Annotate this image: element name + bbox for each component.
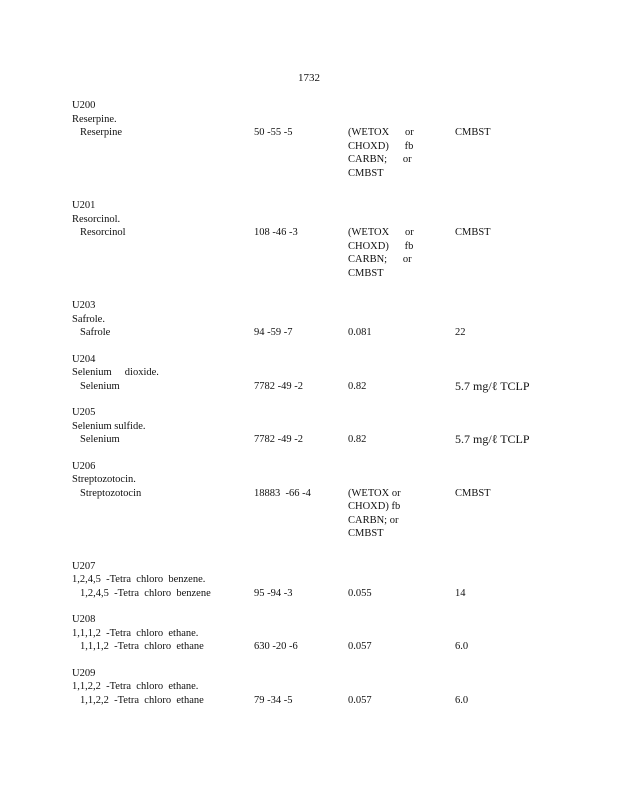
constituent-name: 1,1,1,2 -Tetra chloro ethane	[80, 641, 204, 652]
waste-code: U205	[72, 407, 96, 418]
waste-entry-u207	[72, 560, 572, 601]
waste-title: 1,1,2,2 -Tetra chloro ethane.	[72, 681, 199, 692]
nonwastewater-standard: CMBST	[455, 227, 491, 238]
cas-number: 95 -94 -3	[254, 587, 293, 599]
waste-title: Selenium sulfide.	[72, 420, 146, 432]
constituent-row	[72, 126, 572, 184]
waste-entry-u206	[72, 460, 572, 545]
cas-number: 7782 -49 -2	[254, 434, 303, 445]
waste-code: U206	[72, 460, 96, 472]
waste-title: 1,2,4,5 -Tetra chloro benzene.	[72, 574, 206, 585]
nonwastewater-standard: 5.7 mg/ℓ TCLP	[455, 432, 530, 446]
nonwastewater-standard: 22	[455, 327, 466, 338]
waste-code: U209	[72, 667, 96, 679]
constituent-name: 1,1,2,2 -Tetra chloro ethane	[80, 694, 204, 706]
wastewater-standard: 0.82	[348, 380, 367, 392]
nonwastewater-standard: 6.0	[455, 641, 469, 652]
cas-number: 94 -59 -7	[254, 327, 293, 338]
wastewater-standard: 0.081	[348, 327, 372, 338]
cas-number: 630 -20 -6	[254, 641, 298, 652]
technology-line: CMBST	[348, 167, 384, 179]
constituent-row	[72, 487, 572, 545]
constituent-name: Reserpine	[80, 127, 122, 138]
waste-code-table	[72, 99, 572, 720]
cas-number: 108 -46 -3	[254, 227, 298, 238]
constituent-name: Streptozotocin	[80, 487, 142, 499]
cas-number: 79 -34 -5	[254, 694, 293, 706]
waste-entry-u205	[72, 406, 572, 447]
technology-line: CARBN; or	[348, 254, 412, 265]
nonwastewater-standard: 14	[455, 587, 466, 599]
constituent-row	[72, 587, 572, 601]
technology-line: (WETOX or	[348, 127, 414, 138]
constituent-row	[72, 226, 572, 284]
technology-line: CARBN; or	[348, 154, 412, 165]
waste-title: Safrole.	[72, 313, 105, 325]
page-number: 1732	[298, 72, 320, 84]
constituent-name: Selenium	[80, 434, 120, 445]
nonwastewater-standard: 5.7 mg/ℓ TCLP	[455, 378, 530, 393]
constituent-row	[72, 326, 572, 340]
waste-entry-u200	[72, 99, 572, 184]
waste-code: U200	[72, 100, 96, 111]
wastewater-standard: 0.055	[348, 587, 372, 599]
technology-line: CHOXD) fb	[348, 501, 401, 512]
waste-entry-u203	[72, 299, 572, 340]
waste-title: Streptozotocin.	[72, 474, 136, 485]
waste-entry-u204	[72, 353, 572, 394]
cas-number: 50 -55 -5	[254, 127, 293, 138]
constituent-name: 1,2,4,5 -Tetra chloro benzene	[80, 587, 211, 599]
technology-line: (WETOX or	[348, 227, 414, 238]
wastewater-standard	[348, 487, 414, 541]
nonwastewater-standard: CMBST	[455, 487, 491, 499]
waste-title: 1,1,1,2 -Tetra chloro ethane.	[72, 627, 199, 639]
waste-entry-u208	[72, 613, 572, 654]
wastewater-standard	[348, 126, 414, 180]
technology-line: CHOXD) fb	[348, 240, 414, 252]
wastewater-standard	[348, 226, 414, 280]
technology-line: (WETOX or	[348, 487, 401, 499]
constituent-name: Safrole	[80, 327, 111, 338]
waste-title: Selenium dioxide.	[72, 367, 159, 378]
cas-number: 7782 -49 -2	[254, 380, 303, 392]
waste-title: Resorcinol.	[72, 213, 121, 225]
technology-line: CMBST	[348, 267, 384, 279]
waste-code: U204	[72, 353, 96, 365]
constituent-row	[72, 433, 572, 447]
constituent-row	[72, 380, 572, 394]
constituent-row	[72, 694, 572, 708]
waste-code: U207	[72, 560, 96, 572]
constituent-name: Selenium	[80, 380, 120, 392]
wastewater-standard: 0.057	[348, 694, 372, 706]
constituent-row	[72, 640, 572, 654]
waste-entry-u201	[72, 199, 572, 284]
nonwastewater-standard: CMBST	[455, 127, 491, 138]
technology-line: CARBN; or	[348, 514, 399, 526]
nonwastewater-standard: 6.0	[455, 694, 469, 706]
wastewater-standard: 0.82	[348, 434, 367, 445]
waste-title: Reserpine.	[72, 113, 117, 125]
waste-code: U208	[72, 614, 96, 625]
technology-line: CHOXD) fb	[348, 140, 414, 152]
waste-entry-u209	[72, 667, 572, 708]
cas-number: 18883 -66 -4	[254, 487, 311, 499]
technology-line: CMBST	[348, 528, 384, 539]
waste-code: U203	[72, 300, 96, 311]
constituent-name: Resorcinol	[80, 227, 126, 238]
waste-code: U201	[72, 200, 96, 211]
wastewater-standard: 0.057	[348, 641, 372, 652]
